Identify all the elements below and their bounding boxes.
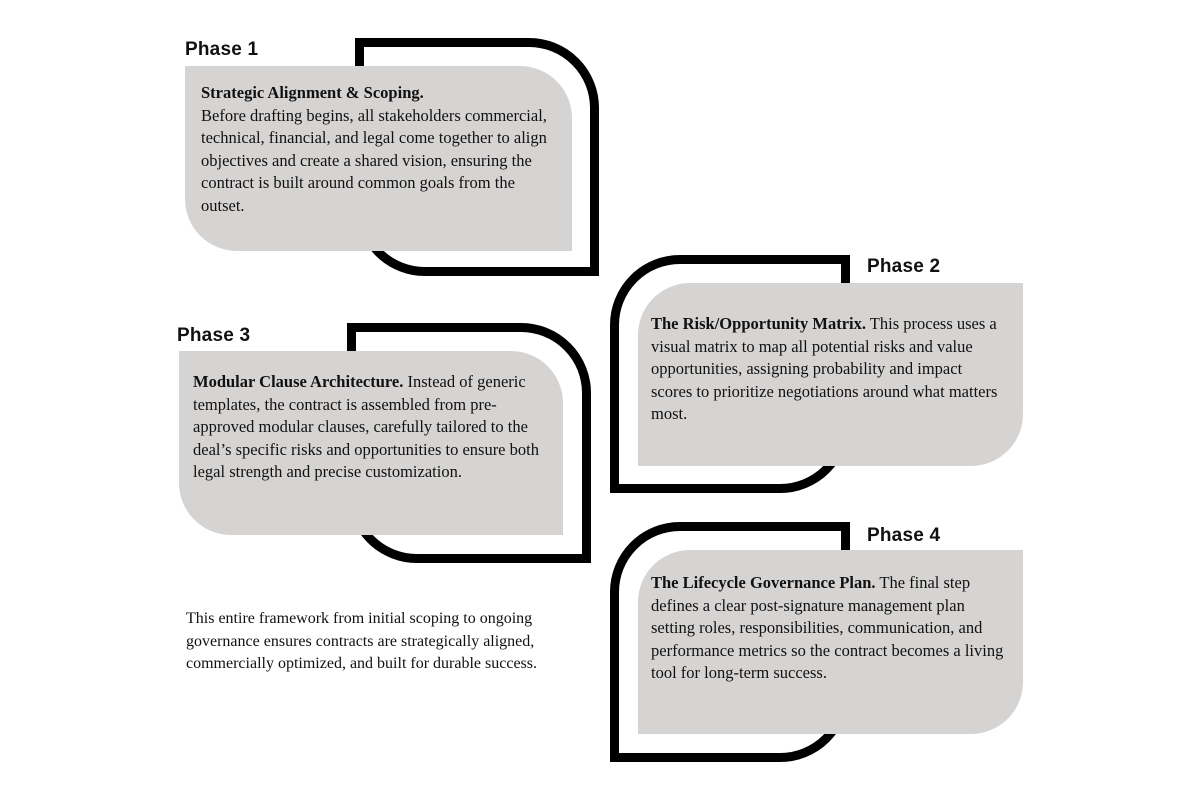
phase-1-label: Phase 1 [185, 39, 259, 60]
phase-1-title: Strategic Alignment & Scoping. [201, 83, 424, 102]
phase-2-title: The Risk/Opportunity Matrix. [651, 314, 866, 333]
phase-3-body: Instead of generic templates, the contract is assembled from pre-approved modular clauses, carefully tailored to the deal’s specific risks and opportunities to ensure both legal strength and precise customization. [193, 372, 539, 481]
phase-3-card [179, 351, 563, 535]
summary-text: This entire framework from initial scoping to ongoing governance ensures contracts are strategically aligned, commercially optimized, and built for durable success. [186, 610, 537, 672]
phase-4-card [638, 550, 1023, 734]
phase-3-label: Phase 3 [177, 325, 251, 346]
phase-4-label: Phase 4 [867, 525, 941, 546]
phase-4-body: The final step defines a clear post-signature management plan setting roles, responsibilities, communication, and performance metrics so the contract becomes a living tool for long-term success. [651, 573, 1004, 682]
phase-3-title: Modular Clause Architecture. [193, 372, 404, 391]
phase-2-card [638, 283, 1023, 466]
phase-2-label: Phase 2 [867, 256, 941, 277]
phase-1-card [185, 66, 572, 251]
phase-2-body: This process uses a visual matrix to map all potential risks and value opportunities, assigning probability and impact scores to prioritize negotiations around what matters most. [651, 314, 998, 423]
phase-1-body: Before drafting begins, all stakeholders commercial, technical, financial, and legal come together to align objectives and create a shared vision, ensuring the contract is built around common goals from the outset. [201, 105, 547, 215]
phase-4-title: The Lifecycle Governance Plan. [651, 573, 876, 592]
